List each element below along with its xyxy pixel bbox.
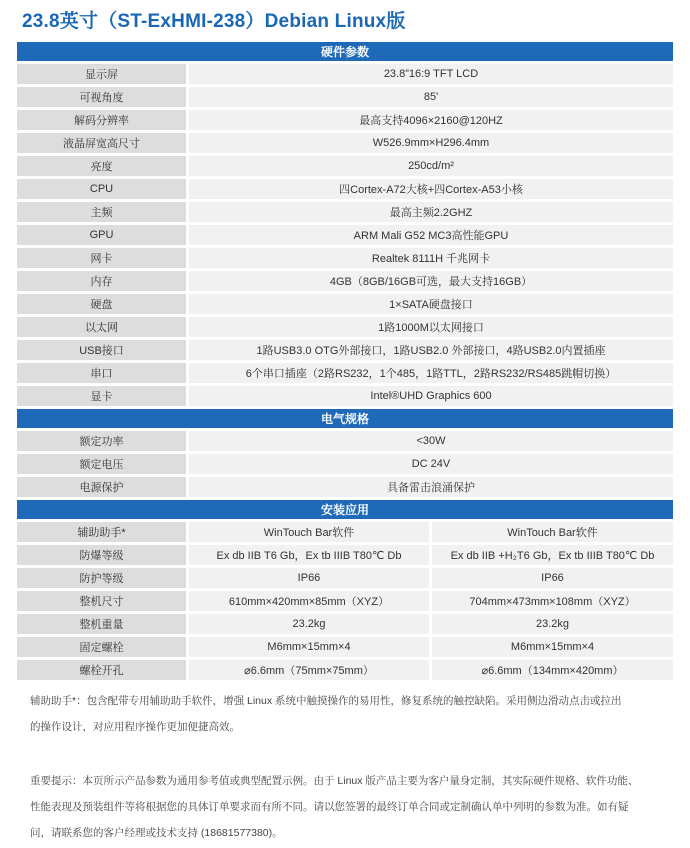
spec-value: 23.8”16:9 TFT LCD (189, 64, 673, 87)
spec-row (17, 271, 673, 294)
spec-value-model-b: ⌀6.6mm（134mm×420mm） (432, 660, 673, 683)
spec-label: GPU (17, 225, 189, 248)
spec-value: 最高主频2.2GHZ (189, 202, 673, 225)
spec-row (17, 363, 673, 386)
install-row (17, 637, 673, 660)
spec-row (17, 202, 673, 225)
spec-label: 整机重量 (17, 614, 189, 637)
section-header: 电气规格 (17, 409, 673, 431)
spec-value: 1路1000M以太网接口 (189, 317, 673, 340)
spec-value: W526.9mm×H296.4mm (189, 133, 673, 156)
assistant-note (30, 688, 670, 740)
spec-value: 四Cortex-A72大核+四Cortex-A53小核 (189, 179, 673, 202)
spec-label: 螺栓开孔 (17, 660, 189, 683)
install-row (17, 522, 673, 545)
spec-row (17, 454, 673, 477)
spec-value-model-b: WinTouch Bar软件 (432, 522, 673, 545)
important-note-line: 问，请联系您的客户经理或技术支持 (18681577380)。 (30, 827, 283, 839)
spec-label: 固定螺栓 (17, 637, 189, 660)
spec-label: 额定电压 (17, 454, 189, 477)
spec-label: 以太网 (17, 317, 189, 340)
spec-value: Realtek 8111H 千兆网卡 (189, 248, 673, 271)
spec-value-model-b: 23.2kg (432, 614, 673, 637)
spec-label: 显卡 (17, 386, 189, 409)
spec-label: CPU (17, 179, 189, 202)
spec-value: Intel®UHD Graphics 600 (189, 386, 673, 409)
spec-value: ARM Mali G52 MC3高性能GPU (189, 225, 673, 248)
spec-row (17, 340, 673, 363)
spec-value-model-a: 23.2kg (189, 614, 432, 637)
spec-value: 250cd/m² (189, 156, 673, 179)
section-header: 硬件参数 (17, 42, 673, 64)
spec-label: USB接口 (17, 340, 189, 363)
spec-label: 防爆等级 (17, 545, 189, 568)
spec-value-model-a: WinTouch Bar软件 (189, 522, 432, 545)
install-row (17, 614, 673, 637)
spec-row (17, 133, 673, 156)
spec-value-model-b: IP66 (432, 568, 673, 591)
spec-row (17, 87, 673, 110)
spec-table (17, 42, 673, 683)
spec-value: DC 24V (189, 454, 673, 477)
section-header: 安装应用 (17, 500, 673, 522)
spec-label: 可视角度 (17, 87, 189, 110)
spec-value-model-b: M6mm×15mm×4 (432, 637, 673, 660)
spec-row (17, 110, 673, 133)
spec-value: 最高支持4096×2160@120HZ (189, 110, 673, 133)
spec-label: 串口 (17, 363, 189, 386)
spec-value-model-b: Ex db IIB +H₂T6 Gb，Ex tb IIIB T80℃ Db (432, 545, 673, 568)
spec-row (17, 248, 673, 271)
spec-value-model-a: IP66 (189, 568, 432, 591)
spec-row (17, 225, 673, 248)
spec-row (17, 294, 673, 317)
spec-label: 额定功率 (17, 431, 189, 454)
spec-value-model-a: 610mm×420mm×85mm（XYZ） (189, 591, 432, 614)
spec-value-model-a: M6mm×15mm×4 (189, 637, 432, 660)
spec-row (17, 156, 673, 179)
spec-label: 硬盘 (17, 294, 189, 317)
electrical-section-header (17, 409, 673, 431)
spec-value: 6个串口插座（2路RS232，1个485，1路TTL，2路RS232/RS485跳帽切换） (189, 363, 673, 386)
important-note-line: 性能表现及预装组件等将根据您的具体订单要求而有所不同。请以您签署的最终订单合同或定制确认单中列明的参数为准。如有疑 (30, 801, 629, 813)
hardware-section-header (17, 42, 673, 64)
spec-row (17, 317, 673, 340)
spec-label: 网卡 (17, 248, 189, 271)
assistant-note-line: 的操作设计，对应用程序操作更加便捷高效。 (30, 721, 240, 733)
spec-value-model-a: ⌀6.6mm（75mm×75mm） (189, 660, 432, 683)
spec-label: 辅助助手* (17, 522, 189, 545)
spec-value-model-a: Ex db IIB T6 Gb，Ex tb IIIB T80℃ Db (189, 545, 432, 568)
spec-value: 1×SATA硬盘接口 (189, 294, 673, 317)
spec-row (17, 477, 673, 500)
spec-value: 1路USB3.0 OTG外部接口，1路USB2.0 外部接口，4路USB2.0内置插座 (189, 340, 673, 363)
spec-value: 4GB（8GB/16GB可选，最大支持16GB） (189, 271, 673, 294)
spec-value: 85' (189, 87, 673, 110)
install-row (17, 591, 673, 614)
install-row (17, 568, 673, 591)
spec-label: 电源保护 (17, 477, 189, 500)
spec-label: 整机尺寸 (17, 591, 189, 614)
important-note (30, 768, 670, 846)
install-section-header (17, 500, 673, 522)
spec-label: 主频 (17, 202, 189, 225)
spec-value: <30W (189, 431, 673, 454)
spec-label: 内存 (17, 271, 189, 294)
install-row (17, 545, 673, 568)
spec-row (17, 431, 673, 454)
install-row (17, 660, 673, 683)
spec-label: 显示屏 (17, 64, 189, 87)
spec-value: 具备雷击浪涌保护 (189, 477, 673, 500)
page-title: 23.8英寸（ST-ExHMI-238）Debian Linux版 (22, 11, 406, 32)
spec-row (17, 386, 673, 409)
important-note-line: 重要提示：本页所示产品参数为通用参考值或典型配置示例。由于 Linux 版产品主要为客户量身定制，其实际硬件规格、软件功能、 (30, 775, 639, 787)
spec-label: 亮度 (17, 156, 189, 179)
spec-value-model-b: 704mm×473mm×108mm（XYZ） (432, 591, 673, 614)
spec-label: 防护等级 (17, 568, 189, 591)
spec-row (17, 64, 673, 87)
assistant-note-line: 辅助助手*：包含配带专用辅助助手软件，增强 Linux 系统中触摸操作的易用性，修复系统的触控缺陷。采用侧边滑动点击或拉出 (30, 695, 622, 707)
spec-label: 液晶屏宽高尺寸 (17, 133, 189, 156)
spec-label: 解码分辨率 (17, 110, 189, 133)
spec-row (17, 179, 673, 202)
